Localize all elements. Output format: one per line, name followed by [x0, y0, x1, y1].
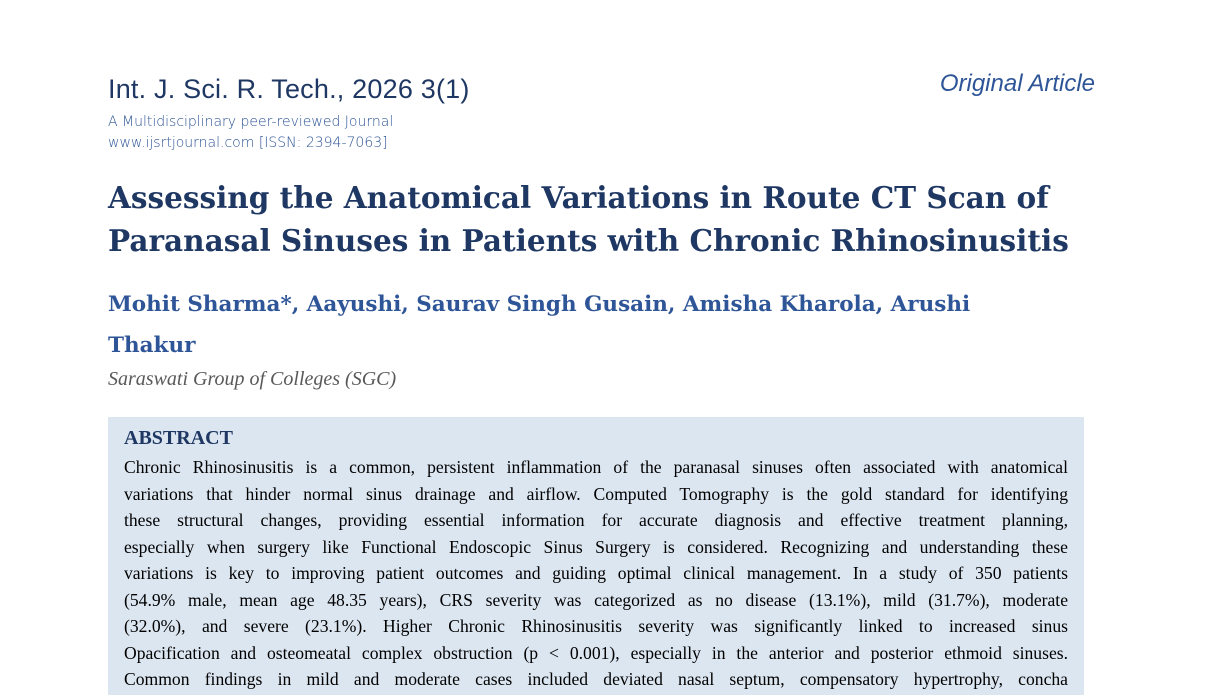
paper-title [108, 176, 1108, 262]
abstract-section [108, 417, 1084, 695]
abstract-line: Chronic Rhinosinusitis is a common, persistent inflammation of the paranasal sinuses often associated with anatomical [124, 457, 1068, 477]
abstract-line: Common findings in mild and moderate cases included deviated nasal septum, compensatory hypertrophy, concha [124, 669, 1068, 689]
journal-site-issn: www.ijsrtjournal.com [ISSN: 2394-7063] [108, 135, 388, 151]
journal-description: A Multidisciplinary peer-reviewed Journal [108, 114, 394, 130]
author-line: Thakur [108, 333, 196, 358]
abstract-line: Opacification and osteomeatal complex obstruction (p < 0.001), especially in the anterior and posterior ethmoid sinuses. [124, 642, 1068, 663]
abstract-line: variations that hinder normal sinus drainage and airflow. Computed Tomography is the gold standard for identifying [124, 483, 1068, 504]
abstract-line: variations is key to improving patient outcomes and guiding optimal clinical management. In a study of 350 patients [124, 563, 1068, 583]
abstract-line: (54.9% male, mean age 48.35 years), CRS severity was categorized as no disease (13.1%), mild (31.7%), moderate [124, 589, 1068, 610]
affiliation: Saraswati Group of Colleges (SGC) [108, 368, 397, 390]
article-type-label: Original Article [939, 70, 1095, 97]
abstract-line: these structural changes, providing essential information for accurate diagnosis and effective treatment planning, [124, 510, 1068, 530]
journal-title: Int. J. Sci. R. Tech., 2026 3(1) [108, 74, 470, 104]
paper-title-line: Paranasal Sinuses in Patients with Chronic Rhinosinusitis [108, 223, 1069, 258]
author-line: Mohit Sharma*, Aayushi, Saurav Singh Gusain, Amisha Kharola, Arushi [108, 292, 971, 317]
abstract-line: especially when surgery like Functional Endoscopic Sinus Surgery is considered. Recognizing and understanding these [124, 536, 1068, 557]
abstract-body [124, 454, 1068, 693]
author-list [108, 284, 1108, 366]
abstract-line: (32.0%), and severe (23.1%). Higher Chronic Rhinosinusitis severity was significantly linked to increased sinus [124, 616, 1068, 636]
abstract-heading: ABSTRACT [124, 427, 233, 449]
paper-title-line: Assessing the Anatomical Variations in Route CT Scan of [108, 180, 1049, 215]
